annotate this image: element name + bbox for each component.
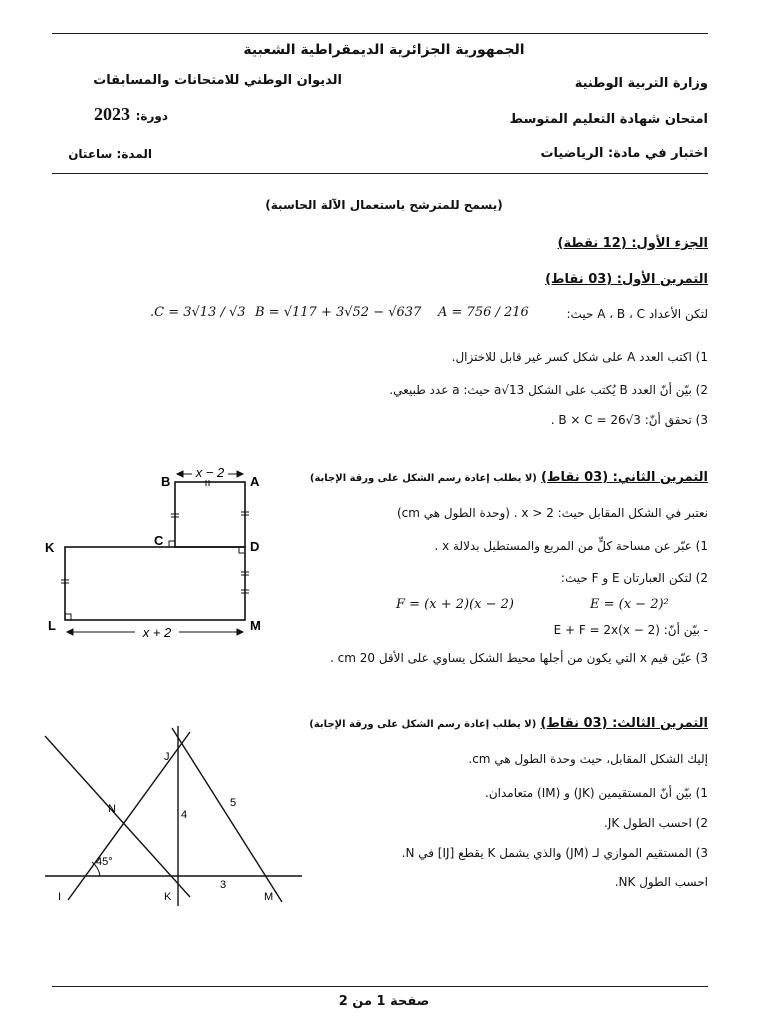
ex1-A: A = 756 / 216 — [438, 305, 529, 320]
fig1-point-A: A — [250, 474, 260, 489]
header-rule — [52, 173, 708, 174]
figure-square-rectangle — [40, 462, 280, 652]
fig2-length-JM: 5 — [230, 797, 237, 809]
ex1-intro: لتكن الأعداد A ، B ، C حيث: — [566, 307, 708, 321]
ex1-B: B = √117 + 3√52 − √637 — [255, 305, 422, 320]
fig1-point-M: M — [250, 618, 261, 633]
ex1-q3: 3) تحقق أنّ: B × C = 26√3 . — [550, 413, 708, 427]
ex3-q3: 3) المستقيم الموازي لـ (JM) والذي يشمل K يقطع [IJ] في N. — [401, 846, 708, 860]
fig1-point-K: K — [45, 540, 55, 555]
page-number: صفحة 1 من 2 — [338, 994, 430, 1009]
fig1-point-D: D — [250, 539, 260, 554]
ex2-q2: 2) لتكن العبارتان E و F حيث: — [560, 571, 708, 585]
footer-rule — [52, 986, 708, 987]
fig1-point-C: C — [154, 533, 164, 548]
fig2-point-I: I — [58, 891, 62, 903]
fig2-length-JK: 4 — [181, 809, 188, 821]
ex1-title: التمرين الأول: (03 نقاط) — [545, 272, 708, 287]
part1-title: الجزء الأول: (12 نقطة) — [557, 236, 708, 251]
top-rule — [52, 33, 708, 34]
ex3-title: التمرين الثالث: (03 نقاط) — [540, 716, 708, 731]
calculator-note: (يسمح للمترشح باستعمال الآلة الحاسبة) — [265, 198, 503, 212]
exam-name: امتحان شهادة التعليم المتوسط — [509, 112, 708, 127]
office-name: الديوان الوطني للامتحانات والمسابقات — [93, 73, 342, 88]
square-shape — [175, 482, 245, 547]
ex2-q2b: - بيّن أنّ: E + F = 2x(x − 2) — [553, 623, 708, 637]
fig1-bottom-label: x + 2 — [142, 625, 172, 640]
ex2-header — [300, 470, 708, 485]
ex2-q1: 1) عبّر عن مساحة كلٍّ من المربع والمستطيل بدلالة x . — [434, 539, 708, 553]
ex2-E: E = (x − 2)² — [590, 597, 669, 612]
figure-lines-triangle — [40, 722, 310, 908]
duration: المدة: ساعتان — [68, 147, 152, 161]
fig2-angle: 45° — [96, 856, 113, 868]
line-IJ — [68, 732, 190, 900]
fig2-point-K: K — [164, 891, 172, 903]
ex1-C: .C = 3√13 / √3 — [150, 305, 246, 320]
ex2-note: (لا يطلب إعادة رسم الشكل على ورقة الإجابة) — [309, 473, 537, 484]
ex1-q1: 1) اكتب العدد A على شكل كسر غير قابل للاختزال. — [451, 350, 708, 364]
fig1-point-L: L — [48, 618, 56, 633]
fig2-point-M: M — [264, 891, 274, 903]
ex2-intro: نعتبر في الشكل المقابل حيث: x > 2 . (وحدة الطول هي cm) — [396, 506, 708, 520]
fig1-top-label: x − 2 — [195, 465, 225, 480]
ex3-intro: إليك الشكل المقابل، حيث وحدة الطول هي cm. — [468, 752, 708, 766]
session-year: 2023 — [94, 104, 130, 124]
ex1-q2: 2) بيّن أنّ العدد B يُكتب على الشكل a√13 حيث: a عدد طبيعي. — [389, 383, 708, 397]
session-line — [58, 104, 168, 125]
fig2-point-J: J — [164, 751, 170, 763]
rectangle-shape — [65, 547, 245, 620]
fig2-length-KM: 3 — [220, 879, 227, 891]
fig2-point-N: N — [108, 803, 116, 815]
subject-line: اختبار في مادة: الرياضيات — [540, 146, 708, 161]
ex3-q1: 1) بيّن أنّ المستقيمين (JK) و (IM) متعامدان. — [485, 786, 708, 800]
ex2-F: F = (x + 2)(x − 2) — [396, 597, 514, 612]
ex3-header — [300, 716, 708, 731]
session-label: دورة: — [135, 109, 168, 123]
republic-title: الجمهورية الجزائرية الديمقراطية الشعبية — [243, 42, 525, 58]
ex3-note: (لا يطلب إعادة رسم الشكل على ورقة الإجابة) — [309, 719, 537, 730]
ex2-q3: 3) عيّن قيم x التي يكون من أجلها محيط الشكل يساوي على الأقل 20 cm . — [329, 651, 708, 665]
ministry-name: وزارة التربية الوطنية — [574, 76, 708, 91]
ex3-q3b: احسب الطول NK. — [614, 875, 708, 889]
ex3-q2: 2) احسب الطول JK. — [603, 816, 708, 830]
ex2-title: التمرين الثاني: (03 نقاط) — [541, 470, 708, 485]
fig1-point-B: B — [161, 474, 171, 489]
